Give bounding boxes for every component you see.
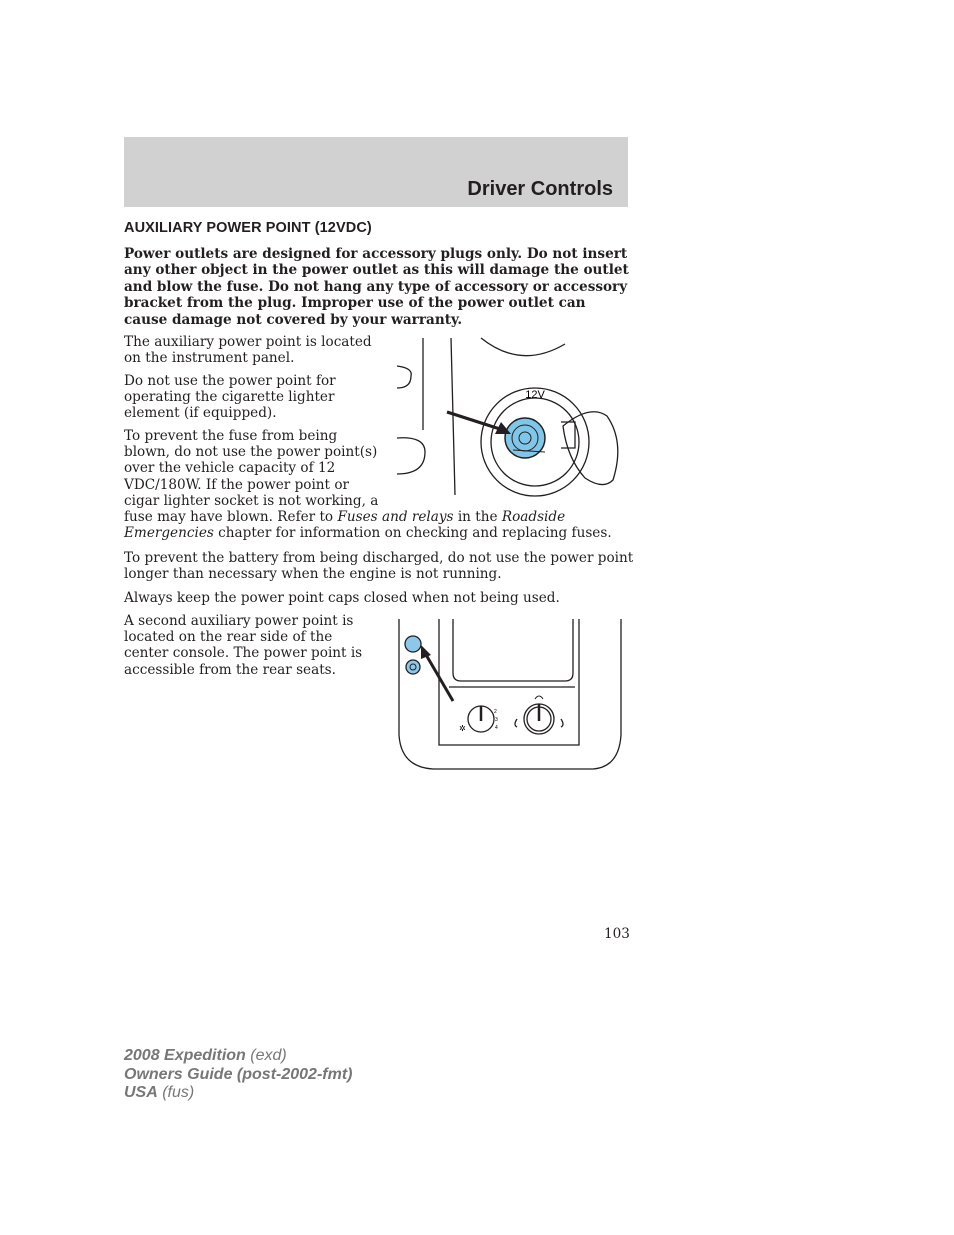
chapter-title: Driver Controls [467, 178, 613, 200]
paragraph-rear-console: A second auxiliary power point is located on the rear side of the center console. The power point is accessible from the rear seats. [124, 613, 363, 678]
fan-label-4: 4 [495, 725, 498, 731]
fuse-text-start: To prevent the fuse from being blown, do not use the power point(s) over the vehicle capacity of 12 VDC/180W. If the power point or cigar lighter socket is not working, a [124, 428, 379, 509]
header-band [124, 137, 628, 207]
console-pointer-arrow-head [421, 645, 431, 659]
warning-text: Power outlets are designed for accessory plugs only. Do not insert any other object in the power outlet as this will damage the outlet and blow the fuse. Do not hang any type of accessory or accessory bracket from the plug. Improper use of the power outlet can cause damage not covered by your warranty. [124, 246, 629, 328]
fan-icon: ✲ [459, 724, 466, 733]
temp-top-mark [535, 696, 543, 699]
paragraph-caps: Always keep the power point caps closed when not being used. [124, 590, 560, 606]
console-upper-recess [453, 619, 573, 681]
footer [124, 1047, 352, 1103]
figure-instrument-panel-power-point [385, 330, 630, 505]
fuses-and-relays-reference: Fuses and relays [337, 509, 454, 525]
console-outline [399, 619, 621, 769]
pointer-arrow-line [447, 412, 503, 430]
voltage-label: 12V [525, 389, 545, 401]
fan-label-2: 2 [494, 709, 497, 715]
paragraph-battery: To prevent the battery from being discharged, do not use the power point longer than necessary when the engine is not running. [124, 550, 634, 583]
panel-edge-line-right [451, 338, 455, 495]
footer-line-2: Owners Guide (post-2002-fmt) [124, 1065, 353, 1083]
fuse-text-middle: in the [453, 509, 502, 525]
left-bracket-upper [397, 366, 411, 388]
footer-line-3: USA (fus) [124, 1084, 195, 1101]
rear-power-point-upper [405, 636, 421, 652]
roadside-emergencies-reference: Roadside Emergencies [124, 509, 566, 542]
paragraph-lighter: Do not use the power point for operating the cigarette lighter element (if equipped). [124, 373, 336, 422]
paragraph-fuse-a [124, 428, 380, 509]
fuse-text-end: chapter for information on checking and replacing fuses. [213, 525, 612, 542]
section-heading: AUXILIARY POWER POINT (12VDC) [124, 220, 372, 236]
rear-power-point-lower [406, 660, 420, 674]
temp-hot-mark [561, 719, 563, 727]
paragraph-location: The auxiliary power point is located on the instrument panel. [124, 334, 372, 367]
upper-vent-curve [481, 338, 565, 356]
figure-rear-console-power-point [393, 615, 629, 775]
fan-label-3: 3 [495, 717, 498, 723]
page-number: 103 [604, 926, 630, 942]
temp-cold-mark [515, 719, 517, 727]
fuse-text-continued: fuse may have blown. Refer to [124, 509, 338, 525]
left-bracket-lower [397, 438, 425, 474]
paragraph-fuse-b [124, 509, 634, 541]
footer-line-1: 2008 Expedition (exd) [124, 1047, 287, 1064]
